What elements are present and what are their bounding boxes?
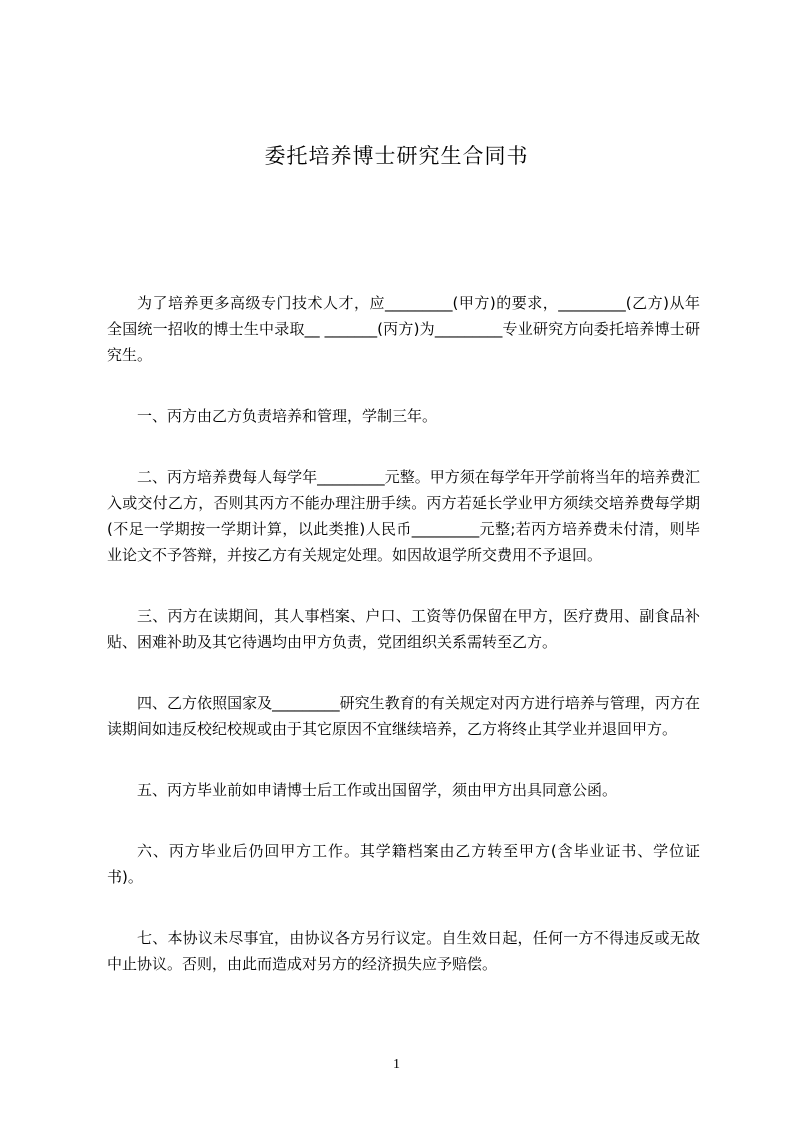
paragraph-clause-2: 二、丙方培养费每人每学年_________元整。甲方须在每学年开学前将当年的培养费汇入或交付乙方，否则其丙方不能办理注册手续。丙方若延长学业甲方须续交培养费每学期(不足一学期按一学期计算，以此类推)人民币_________元整;若丙方培养费未付清，则毕业论文不予答辩，并按乙方有关规定处理。如因故退学所交费用不予退回。 bbox=[107, 468, 700, 564]
paragraph-clause-1: 一、丙方由乙方负责培养和管理，学制三年。 bbox=[137, 407, 438, 425]
paragraph-clause-4: 四、乙方依照国家及_________研究生教育的有关规定对丙方进行培养与管理，丙方在读期间如违反校纪校规或由于其它原因不宜继续培养，乙方将终止其学业并退回甲方。 bbox=[107, 694, 700, 738]
paragraph-preamble: 为了培养更多高级专门技术人才，应_________(甲方)的要求，_________(乙方)从年全国统一招收的博士生中录取__ _______(丙方)为_________专业研究方向委托培养博士研究生。 bbox=[107, 294, 700, 364]
paragraph-clause-6: 六、丙方毕业后仍回甲方工作。其学籍档案由乙方转至甲方(含毕业证书、学位证书)。 bbox=[107, 842, 700, 886]
document-title: 委托培养博士研究生合同书 bbox=[264, 144, 529, 168]
paragraph-clause-5: 五、丙方毕业前如申请博士后工作或出国留学，须由甲方出具同意公函。 bbox=[137, 781, 618, 799]
paragraph-clause-7: 七、本协议未尽事宜，由协议各方另行议定。自生效日起，任何一方不得违反或无故中止协议。否则，由此而造成对另方的经济损失应予赔偿。 bbox=[107, 929, 700, 973]
document-body bbox=[107, 290, 700, 977]
page-number: 1 bbox=[393, 1057, 400, 1072]
paragraph-clause-3: 三、丙方在读期间，其人事档案、户口、工资等仍保留在甲方，医疗费用、副食品补贴、困难补助及其它待遇均由甲方负责，党团组织关系需转至乙方。 bbox=[107, 607, 700, 651]
